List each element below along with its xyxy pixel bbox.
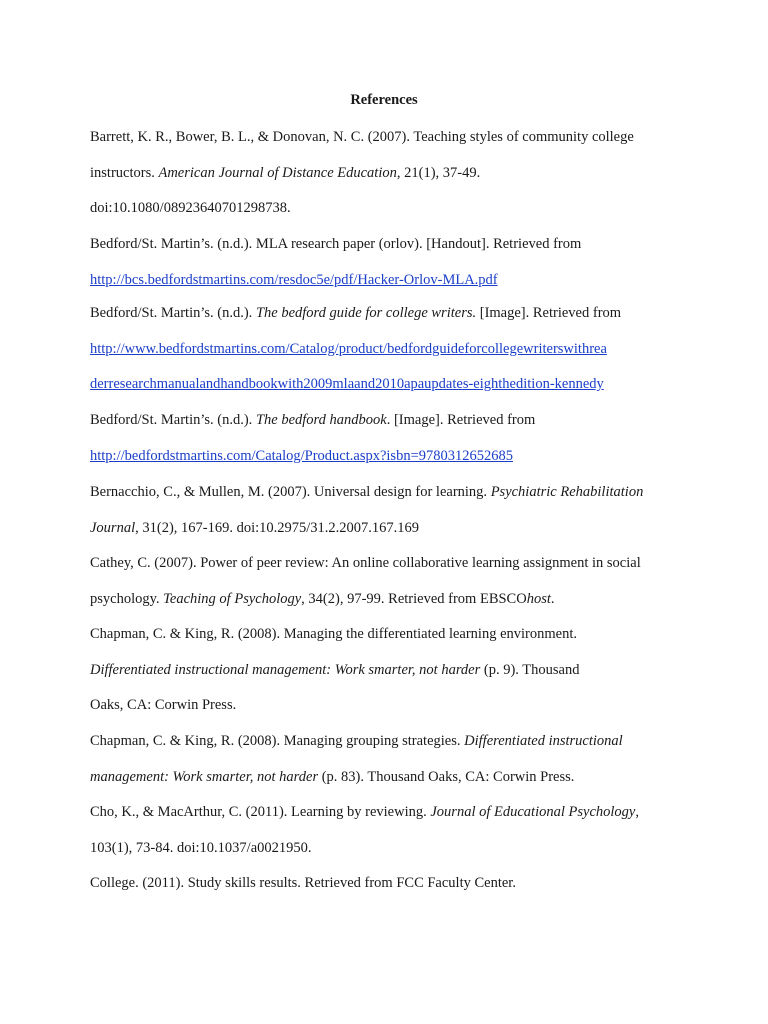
reference-entry: [90, 546, 735, 617]
entry-text: , 34(2), 97-99. Retrieved from EBSCO: [301, 590, 527, 607]
reference-link[interactable]: derresearchmanualandhandbookwith2009mlaand2010apaupdates-eighthedition-kennedy: [90, 376, 604, 392]
reference-entry: [90, 403, 735, 474]
entry-text: ,: [635, 804, 639, 820]
journal-title: American Journal of Distance Education: [158, 164, 397, 181]
journal-title: Teaching of Psychology: [163, 590, 302, 607]
entry-text: Bernacchio, C., & Mullen, M. (2007). Universal design for learning.: [90, 484, 491, 500]
reference-link[interactable]: http://bedfordstmartins.com/Catalog/Product.aspx?isbn=9780312652685: [90, 447, 513, 464]
entry-text: Oaks, CA: Corwin Press.: [90, 697, 237, 713]
reference-entry: [90, 617, 735, 724]
reference-entry: [90, 724, 735, 795]
reference-entry: [90, 866, 735, 902]
reference-entry: [90, 795, 735, 866]
reference-entry: [90, 296, 735, 403]
entry-text: , 21(1), 37-49.: [396, 164, 481, 181]
entry-text: host: [526, 590, 551, 607]
page-title: References: [350, 92, 418, 108]
entry-text: Bedford/St. Martin’s. (n.d.). MLA research paper (orlov). [Handout]. Retrieved from: [90, 236, 582, 252]
entry-text: Chapman, C. & King, R. (2008). Managing grouping strategies.: [90, 733, 465, 749]
entry-text: [Image]. Retrieved from: [476, 305, 622, 321]
entry-text: psychology.: [90, 590, 164, 607]
book-title: Differentiated instructional management: Work smarter, not harder: [90, 661, 481, 678]
reference-entry: [90, 120, 735, 227]
journal-title: Journal: [90, 519, 136, 536]
entry-text: (p. 9). Thousand: [480, 661, 580, 678]
reference-entry: [90, 475, 735, 546]
book-title: management: Work smarter, not harder: [90, 768, 319, 785]
entry-text: , 31(2), 167-169. doi:10.2975/31.2.2007.167.169: [135, 519, 420, 536]
reference-link[interactable]: http://bcs.bedfordstmartins.com/resdoc5e/pdf/Hacker-Orlov-MLA.pdf: [90, 271, 498, 288]
journal-title: Journal of Educational Psychology: [430, 804, 636, 820]
reference-link[interactable]: http://www.bedfordstmartins.com/Catalog/product/bedfordguideforcollegewriterswithrea: [90, 340, 607, 357]
book-title: The bedford handbook: [255, 412, 387, 428]
journal-title: Psychiatric Rehabilitation: [490, 484, 644, 500]
entry-text: Cathey, C. (2007). Power of peer review: An online collaborative learning assignment in social: [90, 555, 641, 571]
entry-text: Bedford/St. Martin’s. (n.d.).: [90, 412, 256, 428]
entry-text: Chapman, C. & King, R. (2008). Managing the differentiated learning environment.: [90, 626, 577, 642]
entry-text: .: [550, 590, 555, 607]
book-title: The bedford guide for college writers.: [255, 305, 477, 321]
entry-text: 103(1), 73-84. doi:10.1037/a0021950.: [90, 839, 312, 856]
entry-text: instructors.: [90, 164, 159, 181]
reference-entry: [90, 227, 735, 298]
entry-text: Cho, K., & MacArthur, C. (2011). Learning by reviewing.: [90, 804, 431, 820]
entry-text: Barrett, K. R., Bower, B. L., & Donovan, N. C. (2007). Teaching styles of community college: [90, 129, 634, 145]
book-title: Differentiated instructional: [464, 733, 623, 749]
entry-text: . [Image]. Retrieved from: [386, 412, 536, 428]
entry-text: (p. 83). Thousand Oaks, CA: Corwin Press.: [318, 768, 575, 785]
entry-text: Bedford/St. Martin’s. (n.d.).: [90, 305, 256, 321]
doi-text: doi:10.1080/08923640701298738.: [90, 200, 291, 216]
entry-text: College. (2011). Study skills results. Retrieved from FCC Faculty Center.: [90, 875, 516, 891]
